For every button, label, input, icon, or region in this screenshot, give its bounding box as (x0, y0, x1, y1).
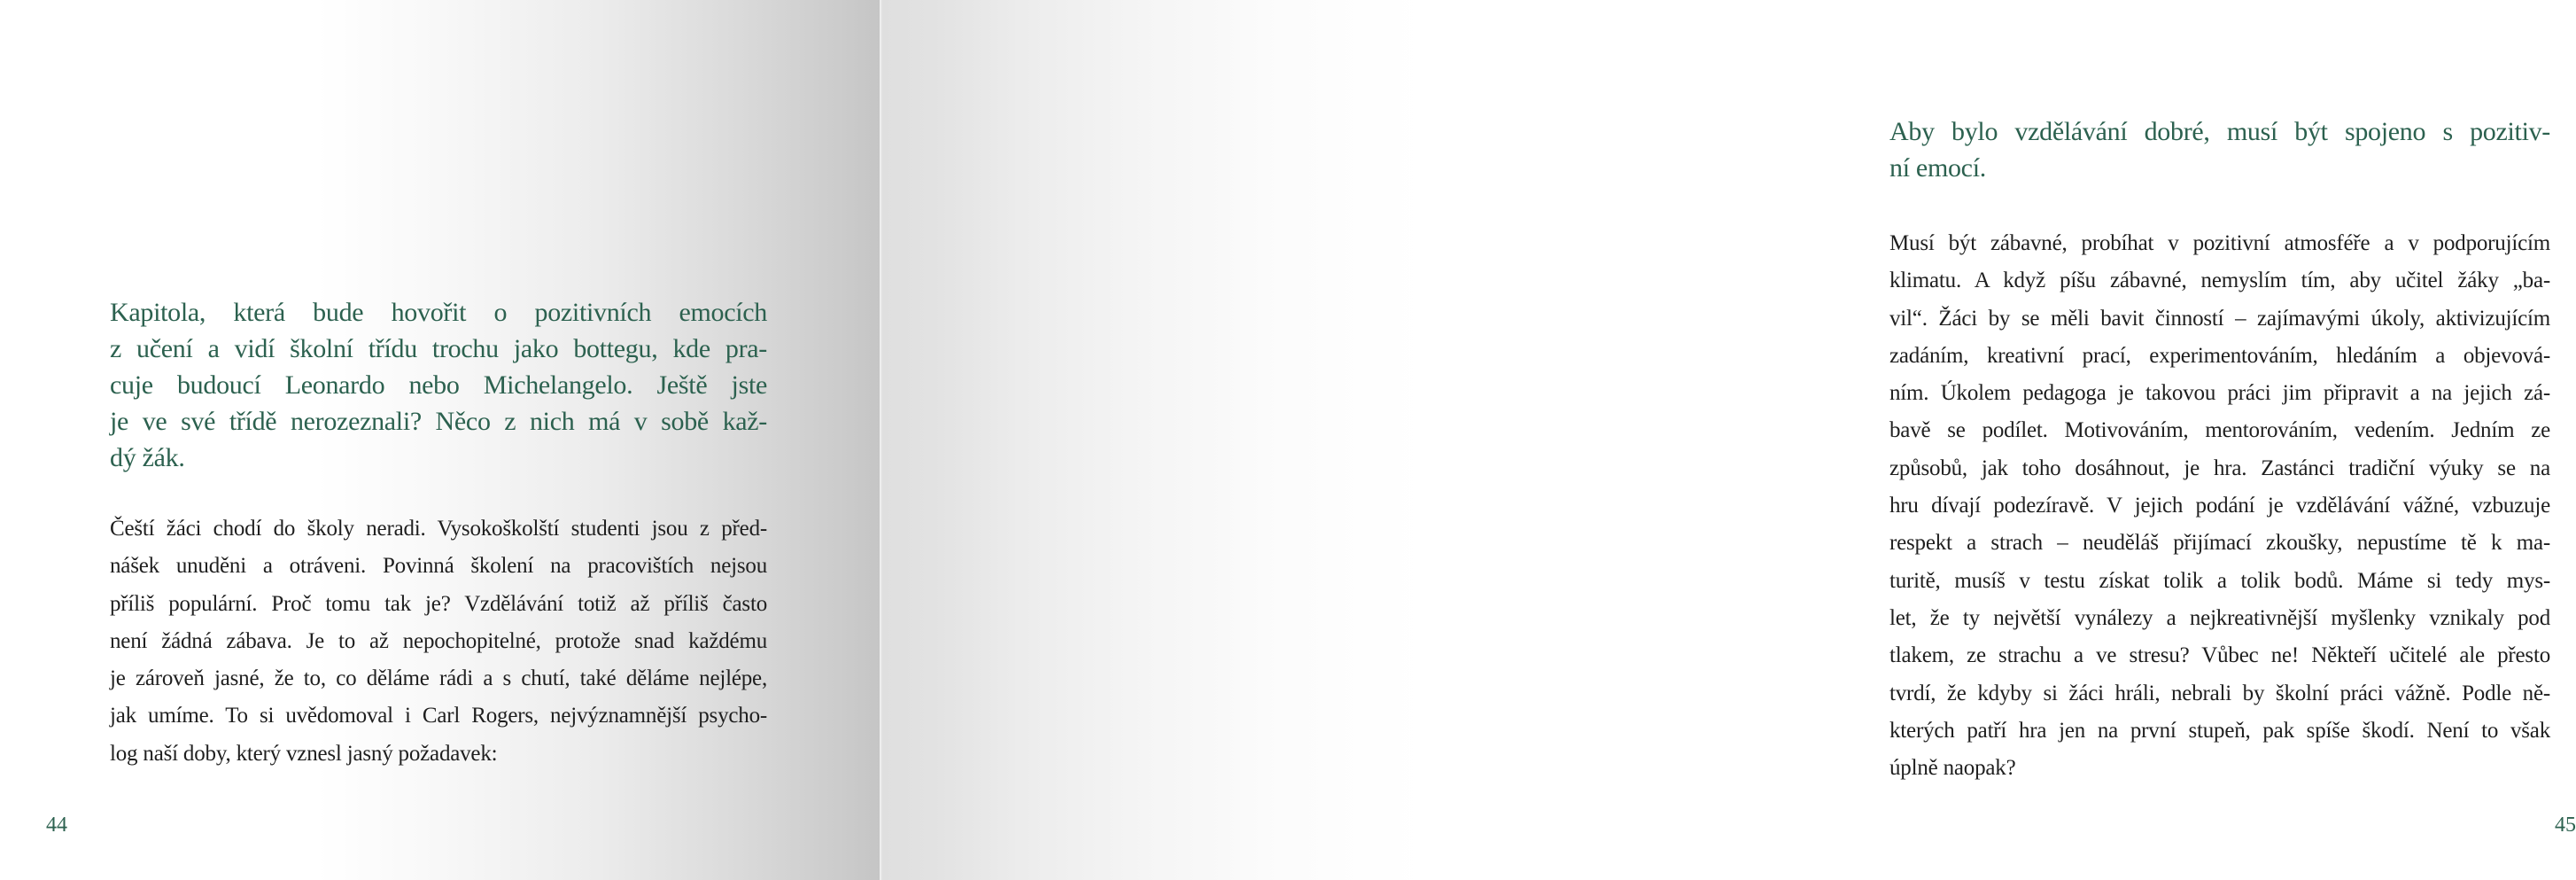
text-line: není žádná zábava. Je to až nepochopitelné, protože snad každému (110, 628, 767, 653)
text-line: kterých patří hra jen na první stupeň, pak spíše škodí. Není to však (1889, 718, 2550, 743)
text-line: je zároveň jasné, že to, co děláme rádi a s chutí, také děláme nejlépe, (110, 666, 767, 691)
right-page (880, 0, 2576, 880)
text-line: Musí být zábavné, probíhat v pozitivní atmosféře a v podporujícím (1889, 231, 2550, 255)
text-line: způsobů, jak toho dosáhnout, je hra. Zastánci tradiční výuky se na (1889, 456, 2550, 480)
text-line: nášek unuděni a otráveni. Povinná školení na pracovištích nejsou (110, 554, 767, 579)
right-page-body-paragraph (1889, 225, 2550, 787)
right-page-heading (1889, 113, 2550, 186)
text-line: příliš populární. Proč tomu tak je? Vzdělávání totiž až příliš často (110, 591, 767, 616)
text-line: bavě se podílet. Motivováním, mentorováním, vedením. Jedním ze (1889, 418, 2550, 443)
text-line: log naší doby, který vznesl jasný požadavek: (110, 741, 498, 766)
text-line: let, že ty největší vynálezy a nejkreativnější myšlenky vznikaly pod (1889, 605, 2550, 630)
text-line: Čeští žáci chodí do školy neradi. Vysokoškolští studenti jsou z před- (110, 517, 767, 541)
text-line: zadáním, kreativní prací, experimentováním, hledáním a objevová- (1889, 343, 2550, 368)
text-line: je ve své třídě nerozeznali? Něco z nich má v sobě kaž- (110, 407, 767, 436)
text-line: Kapitola, která bude hovořit o pozitivních emocích (110, 298, 767, 327)
text-line: vil“. Žáci by se měli bavit činností – zajímavými úkoly, aktivizujícím (1889, 306, 2550, 331)
text-line: z učení a vidí školní třídu trochu jako bottegu, kde pra- (110, 334, 767, 363)
text-line: turitě, musíš v testu získat tolik a tolik bodů. Máme si tedy mys- (1889, 568, 2550, 593)
text-line: klimatu. A když píšu zábavné, nemyslím tím, aby učitel žáky „ba- (1889, 269, 2550, 293)
text-line: tlakem, ze strachu a ve stresu? Vůbec ne! Někteří učitelé ale přesto (1889, 643, 2550, 668)
text-line: cuje budoucí Leonardo nebo Michelangelo. Ještě jste (110, 370, 767, 400)
left-page-body-paragraph (110, 510, 767, 773)
text-line: jak umíme. To si uvědomoval i Carl Rogers, nejvýznamnější psycho- (110, 704, 767, 728)
left-page-number: 44 (46, 814, 67, 837)
text-line: dý žák. (110, 443, 185, 472)
text-line: tvrdí, že kdyby si žáci hráli, nebrali by školní práci vážně. Podle ně- (1889, 681, 2550, 705)
text-line: ním. Úkolem pedagoga je takovou práci jim připravit a na jejich zá- (1889, 381, 2550, 406)
text-line: ní emocí. (1889, 153, 1986, 183)
left-page (0, 0, 880, 880)
text-line: úplně naopak? (1889, 756, 2016, 781)
text-line: hru dívají podezíravě. V jejich podání je vzdělávání vážné, vzbuzuje (1889, 494, 2550, 518)
text-line: Aby bylo vzdělávání dobré, musí být spojeno s pozitiv- (1889, 117, 2550, 146)
left-page-heading (110, 294, 767, 476)
right-page-number: 45 (2555, 814, 2576, 837)
text-line: respekt a strach – neuděláš přijímací zkoušky, nepustíme tě k ma- (1889, 531, 2550, 556)
